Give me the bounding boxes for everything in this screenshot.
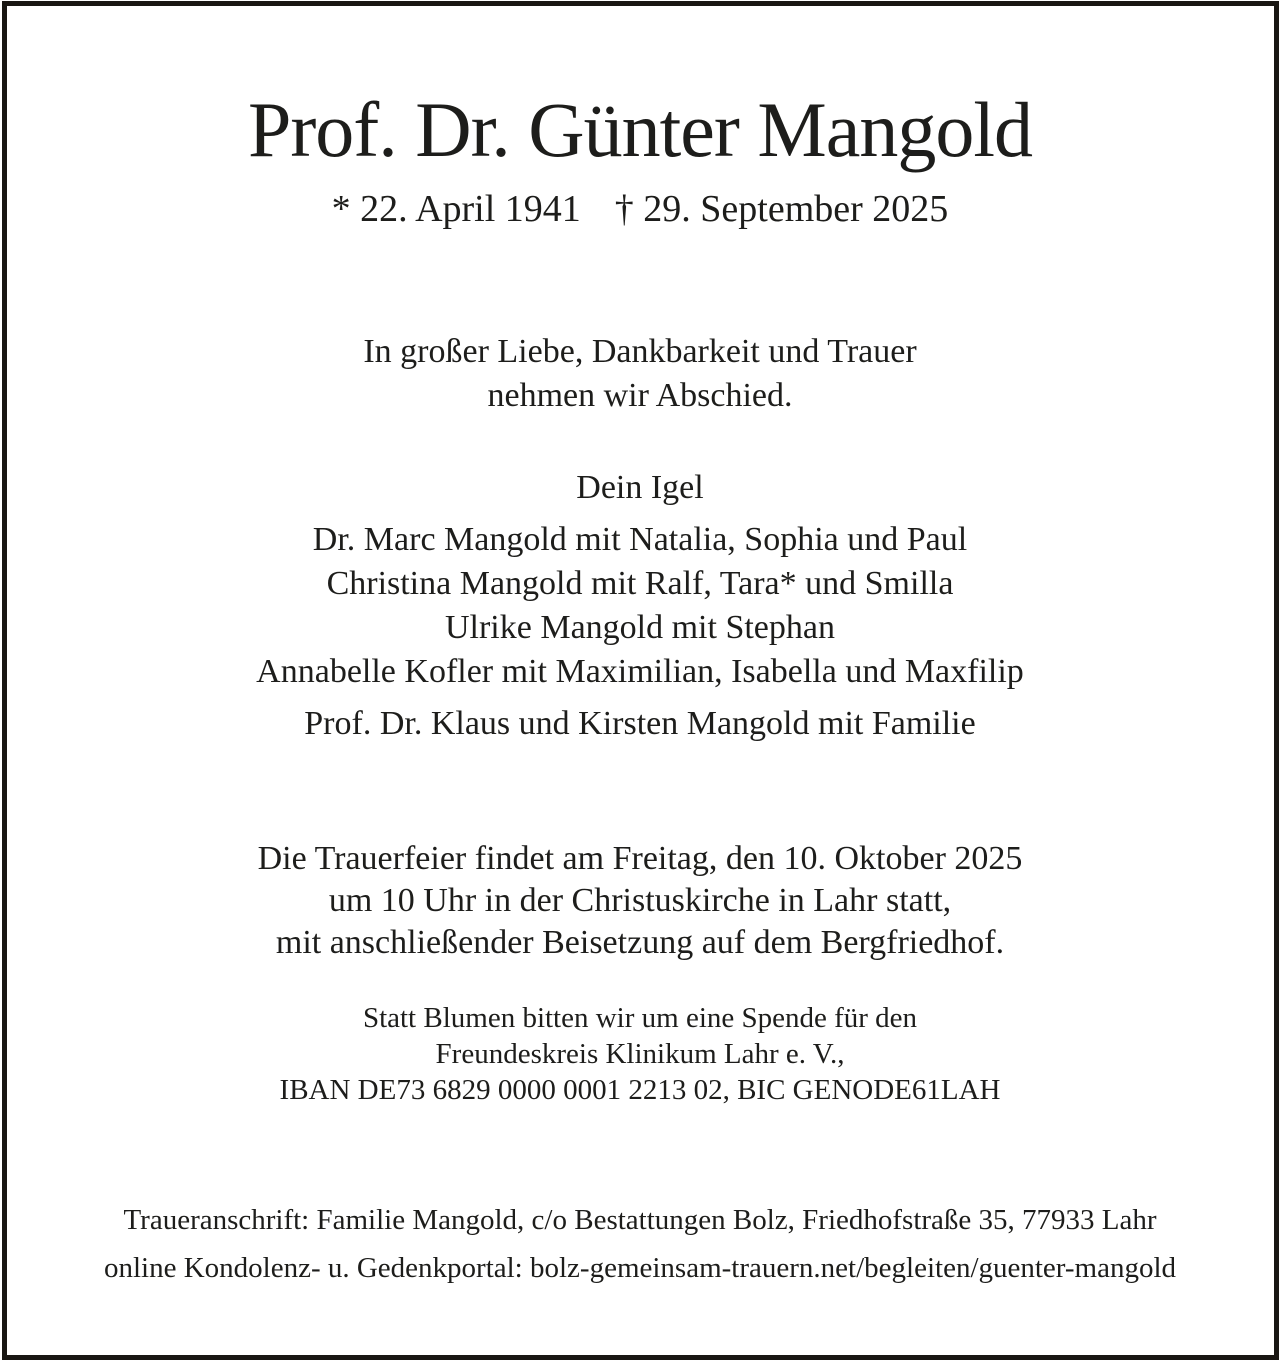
mourner-line: Ulrike Mangold mit Stephan: [444, 609, 835, 646]
death-date: † 29. September 2025: [614, 188, 949, 230]
notice-footer: [0, 1196, 1280, 1292]
condolence-portal: online Kondolenz- u. Gedenkportal: bolz-gemeinsam-trauern.net/begleiten/guenter-mangold: [103, 1252, 1177, 1284]
intro-line-1: In großer Liebe, Dankbarkeit und Trauer: [363, 333, 917, 370]
service-line-1: Die Trauerfeier findet am Freitag, den 10. Oktober 2025: [257, 840, 1023, 877]
mourner-line: Annabelle Kofler mit Maximilian, Isabella und Maxfilip: [256, 653, 1024, 690]
mourner-extended-family-line: Prof. Dr. Klaus und Kirsten Mangold mit Familie: [304, 705, 976, 742]
service-line-3: mit anschließender Beisetzung auf dem Bergfriedhof.: [275, 924, 1005, 961]
donation-iban-line: IBAN DE73 6829 0000 0001 2213 02, BIC GENODE61LAH: [279, 1074, 1001, 1106]
funeral-service-info: [0, 838, 1280, 964]
mourning-address: Traueranschrift: Familie Mangold, c/o Bestattungen Bolz, Friedhofstraße 35, 77933 Lahr: [123, 1204, 1157, 1236]
intro-text: [0, 330, 1280, 418]
service-line-2: um 10 Uhr in der Christuskirche in Lahr statt,: [328, 882, 952, 919]
mourner-family-list: [0, 518, 1280, 694]
intro-line-2: nehmen wir Abschied.: [487, 377, 793, 414]
mourner-line: Christina Mangold mit Ralf, Tara* und Smilla: [326, 565, 954, 602]
birth-date: * 22. April 1941: [331, 188, 581, 230]
donation-line-2: Freundeskreis Klinikum Lahr e. V.,: [435, 1038, 845, 1070]
donation-line-1: Statt Blumen bitten wir um eine Spende für den: [362, 1002, 918, 1034]
life-dates: [0, 188, 1280, 230]
donation-info: [0, 1000, 1280, 1108]
mourner-line: Dr. Marc Mangold mit Natalia, Sophia und Paul: [312, 521, 968, 558]
mourner-signature: Dein Igel: [576, 469, 704, 506]
deceased-name: Prof. Dr. Günter Mangold: [247, 86, 1033, 173]
